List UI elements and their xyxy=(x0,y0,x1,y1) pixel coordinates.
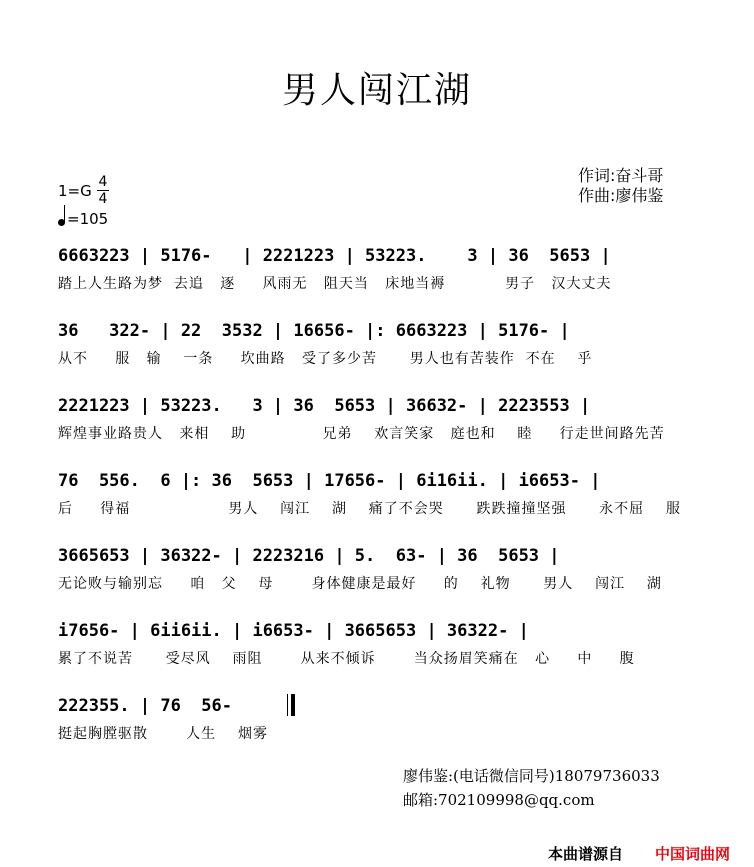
notation-row-7: 222355. | 76 56- xyxy=(58,696,243,716)
time-signature-bottom: 4 xyxy=(98,191,108,207)
lyric-row-6: 累了不说苦 受尽风 雨阻 从来不倾诉 当众扬眉笑痛在 心 中 腹 xyxy=(58,651,635,667)
lyric-row-7: 挺起胸膛驱散 人生 烟雾 xyxy=(58,726,268,742)
tempo-marking xyxy=(58,210,108,228)
site-name-link[interactable]: 中国词曲网 xyxy=(655,845,731,863)
composer-credit: 作曲:廖伟鉴 xyxy=(578,186,664,205)
lyric-row-1: 踏上人生路为梦 去追 逐 风雨无 阻天当 床地当褥 男子 汉大丈夫 xyxy=(58,276,612,292)
time-signature-top: 4 xyxy=(98,174,108,190)
notation-row-1: 6663223 | 5176- | 2221223 | 53223. 3 | 36 5653 | xyxy=(58,246,611,266)
notation-row-3: 2221223 | 53223. 3 | 36 5653 | 36632- | 2223553 | xyxy=(58,396,591,416)
contact-email: 邮箱:702109998@qq.com xyxy=(403,791,595,809)
score-title: 男人闯江湖 xyxy=(281,70,472,111)
contact-phone: 廖伟鉴:(电话微信同号)18079736033 xyxy=(403,767,660,785)
notation-row-5: 3665653 | 36322- | 2223216 | 5. 63- | 36 5653 | xyxy=(58,546,560,566)
key-signature: 1=G xyxy=(58,182,92,200)
lyric-row-4: 后 得福 男人 闯江 湖 痛了不会哭 跌跌撞撞坚强 永不屈 服 xyxy=(58,501,681,517)
final-barline xyxy=(287,694,296,716)
lyric-row-3: 辉煌事业路贵人 来相 助 兄弟 欢言笑家 庭也和 睦 行走世间路先苦 xyxy=(58,426,665,442)
notation-row-4: 76 556. 6 |: 36 5653 | 17656- | 6i16ii. | i6653- | xyxy=(58,471,601,491)
notation-row-2: 36 322- | 22 3532 | 16656- |: 6663223 | 5176- | xyxy=(58,321,570,341)
notation-row-6: i7656- | 6ii6ii. | i6653- | 3665653 | 36322- | xyxy=(58,621,529,641)
lyric-row-2: 从不 服 输 一条 坎曲路 受了多少苦 男人也有苦装作 不在 乎 xyxy=(58,351,593,367)
source-label: 本曲谱源自 xyxy=(548,845,624,863)
lyricist-credit: 作词:奋斗哥 xyxy=(578,166,664,185)
lyric-row-5: 无论败与输别忘 咱 父 母 身体健康是最好 的 礼物 男人 闯江 湖 xyxy=(58,576,662,592)
tempo-value: =105 xyxy=(67,210,109,228)
time-signature xyxy=(97,174,109,207)
quarter-note-icon xyxy=(58,219,65,226)
